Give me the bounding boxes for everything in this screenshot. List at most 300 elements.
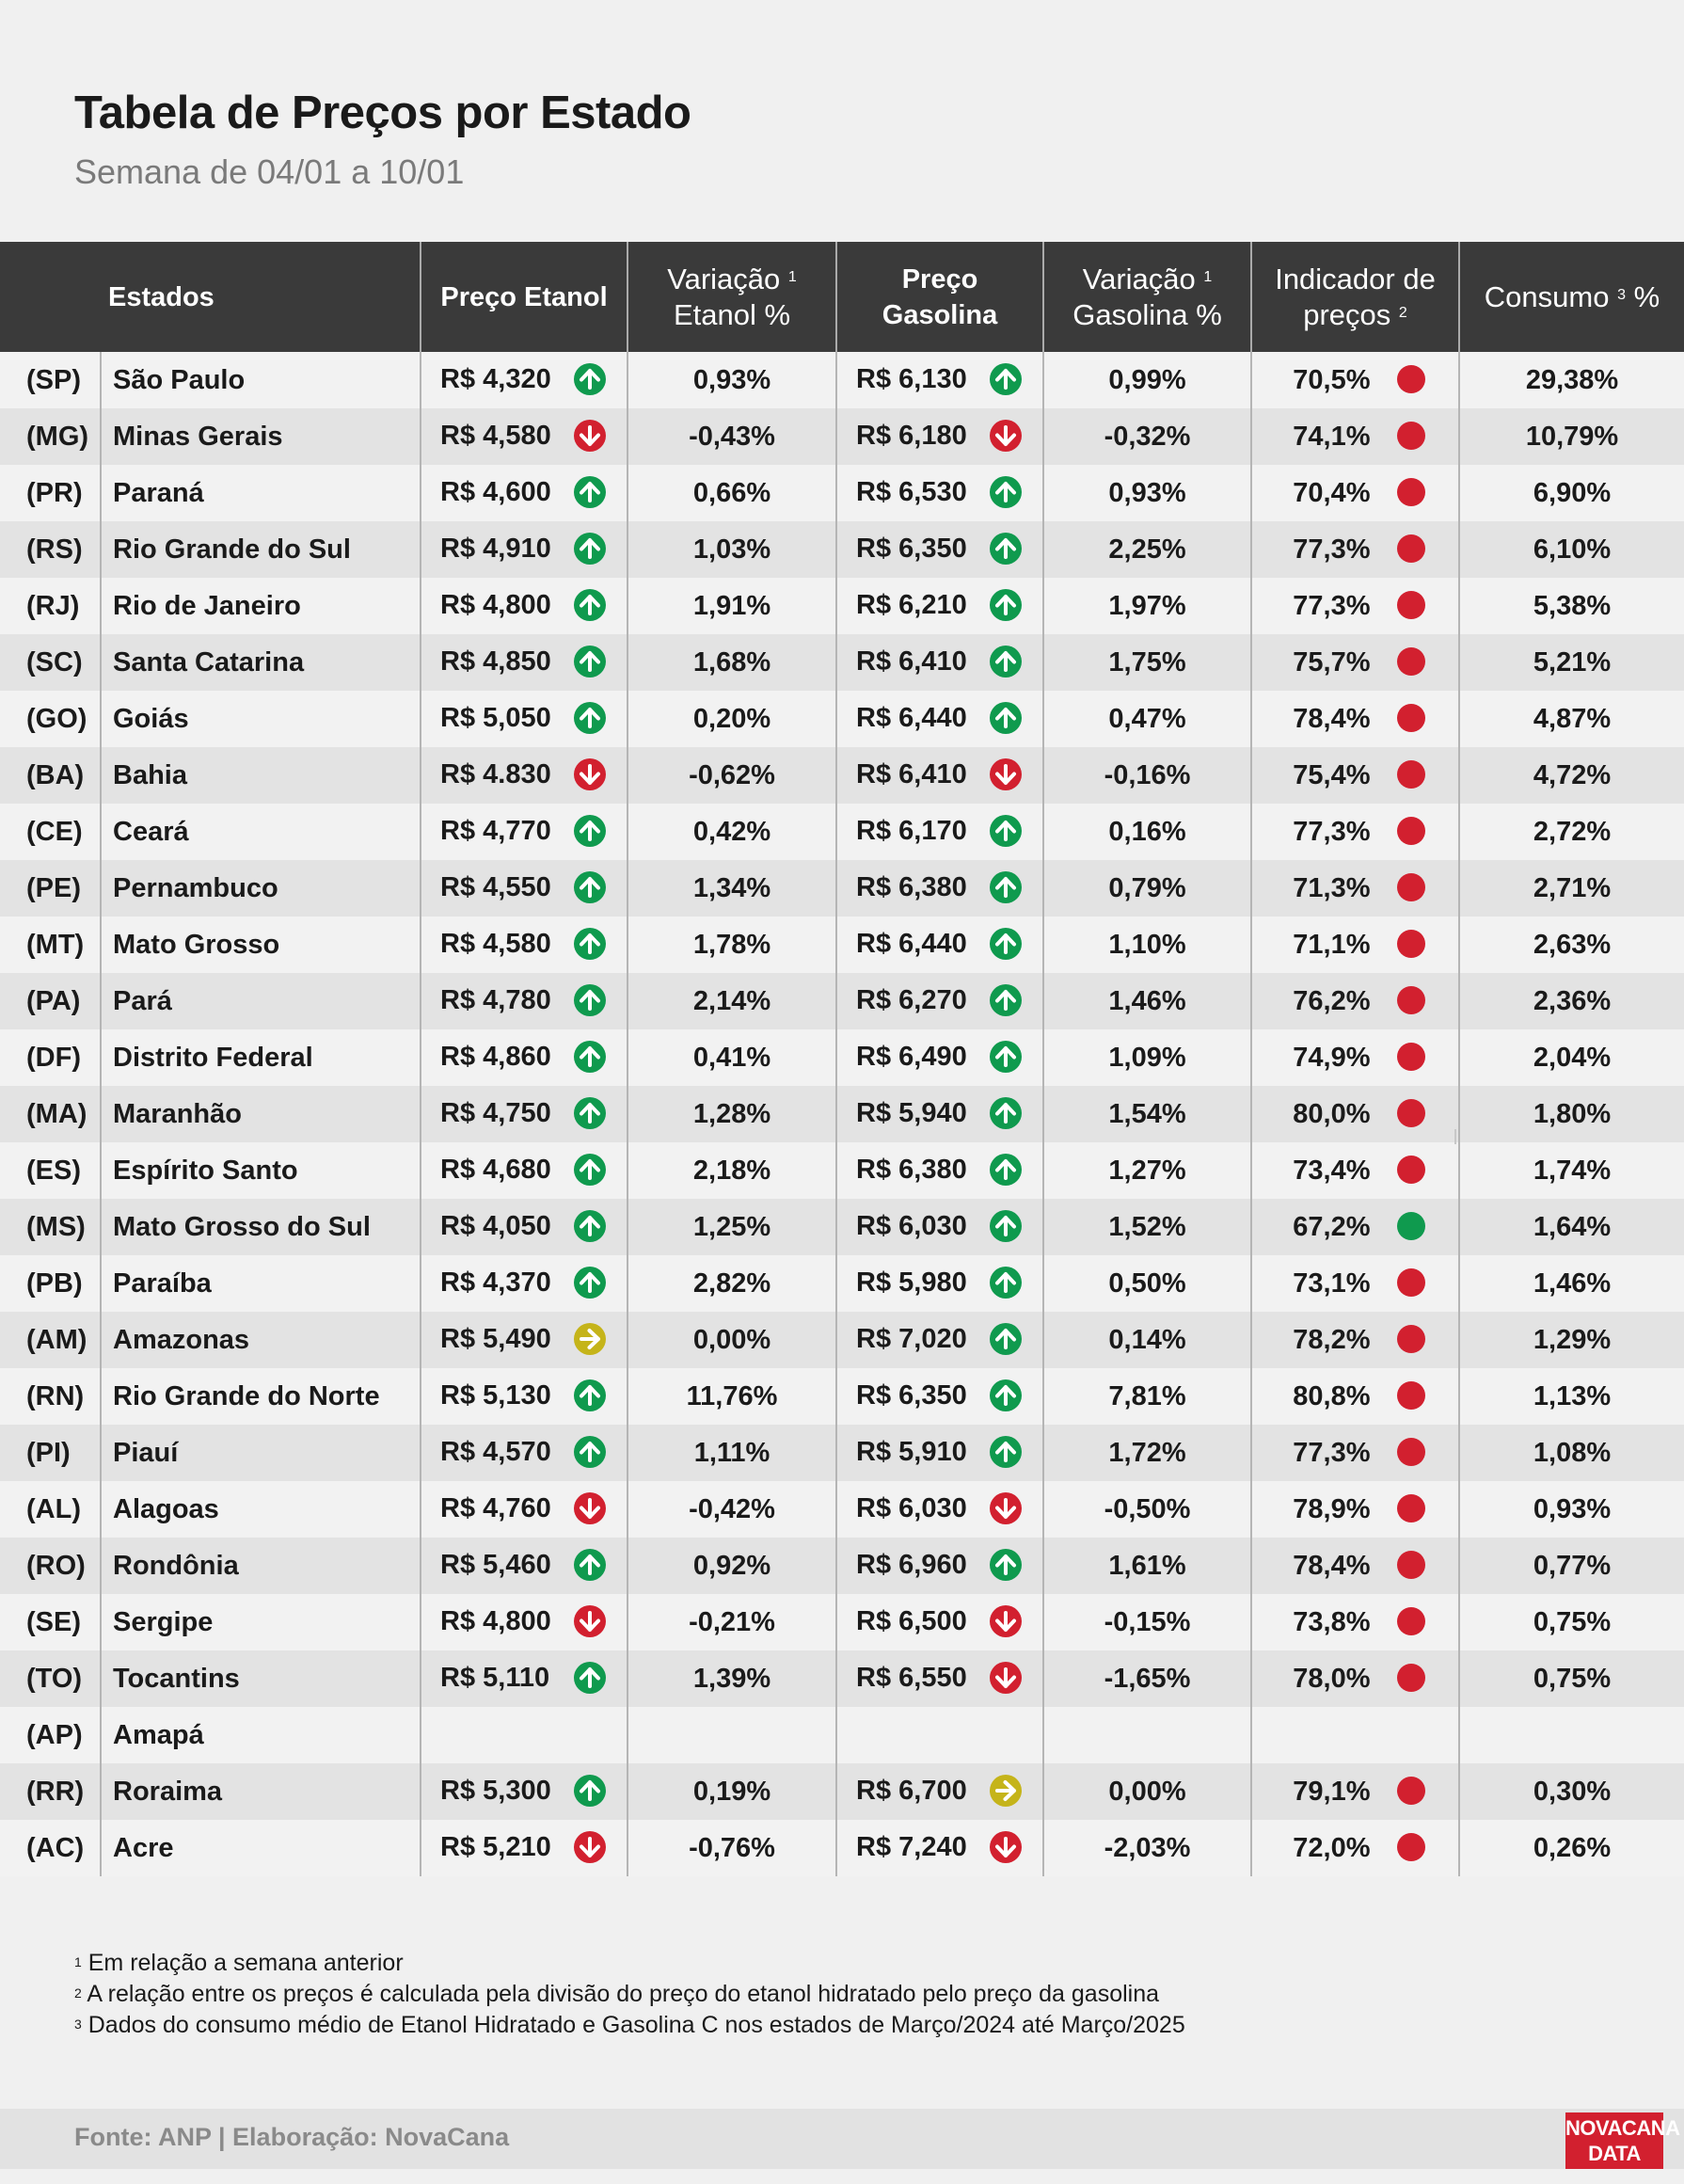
table-row	[0, 1029, 1684, 1086]
preco-gasolina-cell	[836, 1086, 1043, 1142]
indicator-dot-icon	[1397, 591, 1425, 619]
variacao-gasolina: 1,54%	[1043, 1086, 1251, 1142]
preco-etanol-cell	[421, 1650, 628, 1707]
variacao-gasolina: 0,93%	[1043, 465, 1251, 521]
indicador-cell	[1251, 860, 1459, 917]
preco-gasolina: R$ 6,530	[856, 476, 967, 507]
preco-etanol-cell	[421, 973, 628, 1029]
arrow-up-icon	[574, 533, 606, 565]
table-row	[0, 578, 1684, 634]
preco-etanol-cell	[421, 1763, 628, 1820]
indicator-dot-icon	[1397, 1099, 1425, 1127]
preco-etanol-cell	[421, 1199, 628, 1255]
table-row	[0, 860, 1684, 917]
preco-etanol: R$ 4,570	[440, 1436, 551, 1467]
arrow-up-icon	[574, 1436, 606, 1468]
indicador-cell	[1251, 1142, 1459, 1199]
indicator-dot-icon	[1397, 365, 1425, 393]
preco-etanol-cell	[421, 917, 628, 973]
arrow-up-icon	[574, 1097, 606, 1129]
indicador-cell	[1251, 352, 1459, 408]
state-abbr: (MA)	[0, 1086, 101, 1142]
table-row	[0, 1538, 1684, 1594]
indicator-dot-icon	[1397, 647, 1425, 676]
table-row	[0, 1650, 1684, 1707]
state-name: Pernambuco	[101, 860, 421, 917]
indicador-cell	[1251, 973, 1459, 1029]
consumo: 10,79%	[1525, 421, 1619, 452]
variacao-gasolina: -0,50%	[1043, 1481, 1251, 1538]
state-name: Pará	[101, 973, 421, 1029]
state-abbr: (ES)	[0, 1142, 101, 1199]
variacao-etanol: -0,43%	[628, 408, 836, 465]
state-name: Alagoas	[101, 1481, 421, 1538]
consumo: 1,08%	[1533, 1437, 1612, 1468]
preco-gasolina-cell	[836, 1594, 1043, 1650]
indicator-dot-icon	[1397, 1551, 1425, 1579]
preco-etanol: R$ 5,490	[440, 1323, 551, 1354]
arrow-down-icon	[990, 1492, 1022, 1524]
variacao-etanol: 2,18%	[628, 1142, 836, 1199]
variacao-gasolina	[1043, 1707, 1251, 1763]
variacao-gasolina: 1,27%	[1043, 1142, 1251, 1199]
indicador-cell	[1251, 1368, 1459, 1425]
state-name: Sergipe	[101, 1594, 421, 1650]
preco-gasolina: R$ 6,410	[856, 646, 967, 677]
state-name: Mato Grosso do Sul	[101, 1199, 421, 1255]
state-name: Rio Grande do Sul	[101, 521, 421, 578]
footnote: $^3$ Dados do consumo médio de Etanol Hidratado e Gasolina C nos estados de Março/2024 até Março/2025	[74, 2012, 1185, 2038]
state-name: Piauí	[101, 1425, 421, 1481]
source-credit: Fonte: ANP | Elaboração: NovaCana	[74, 2123, 510, 2151]
arrow-up-icon	[574, 702, 606, 734]
consumo: 2,04%	[1533, 1042, 1612, 1073]
indicador-cell	[1251, 747, 1459, 804]
preco-gasolina-cell	[836, 1538, 1043, 1594]
state-name: Ceará	[101, 804, 421, 860]
header-preco-etanol: Preço Etanol	[421, 242, 628, 352]
preco-etanol: R$ 4.830	[440, 758, 551, 789]
table-row	[0, 352, 1684, 408]
preco-gasolina-cell	[836, 973, 1043, 1029]
preco-etanol-cell	[421, 352, 628, 408]
state-abbr: (AM)	[0, 1312, 101, 1368]
preco-gasolina-cell	[836, 1650, 1043, 1707]
table-header-row	[0, 242, 1684, 352]
indicador-precos: 80,8%	[1293, 1380, 1371, 1411]
table-row	[0, 1763, 1684, 1820]
arrow-up-icon	[990, 1154, 1022, 1186]
table-row	[0, 1820, 1684, 1876]
indicator-dot-icon	[1397, 1043, 1425, 1071]
indicator-dot-icon	[1397, 1325, 1425, 1353]
table-row	[0, 1425, 1684, 1481]
arrow-right-icon	[574, 1323, 606, 1355]
preco-gasolina: R$ 7,020	[856, 1323, 967, 1354]
indicator-dot-icon	[1397, 478, 1425, 506]
variacao-etanol	[628, 1707, 836, 1763]
header-estados: Estados	[0, 242, 421, 352]
state-name: Espírito Santo	[101, 1142, 421, 1199]
variacao-gasolina: 1,10%	[1043, 917, 1251, 973]
arrow-down-icon	[990, 758, 1022, 790]
table-row	[0, 747, 1684, 804]
price-table	[0, 242, 1684, 1876]
variacao-etanol: 2,82%	[628, 1255, 836, 1312]
preco-gasolina: R$ 5,910	[856, 1436, 967, 1467]
preco-gasolina-cell	[836, 1199, 1043, 1255]
indicator-dot-icon	[1397, 1268, 1425, 1297]
variacao-etanol: 1,11%	[628, 1425, 836, 1481]
state-name: Tocantins	[101, 1650, 421, 1707]
preco-etanol: R$ 4,320	[440, 363, 551, 394]
state-name: Paraná	[101, 465, 421, 521]
preco-etanol: R$ 5,460	[440, 1549, 551, 1580]
state-abbr: (SC)	[0, 634, 101, 691]
indicador-precos: 79,1%	[1293, 1776, 1371, 1807]
preco-etanol: R$ 5,110	[440, 1662, 550, 1693]
preco-gasolina-cell	[836, 804, 1043, 860]
state-name: Paraíba	[101, 1255, 421, 1312]
variacao-etanol: 2,14%	[628, 973, 836, 1029]
preco-gasolina-cell	[836, 634, 1043, 691]
state-abbr: (AP)	[0, 1707, 101, 1763]
indicador-precos: 67,2%	[1293, 1211, 1371, 1242]
indicador-precos: 72,0%	[1293, 1832, 1371, 1863]
consumo: 2,63%	[1533, 929, 1612, 960]
indicador-precos: 80,0%	[1293, 1098, 1371, 1129]
preco-gasolina-cell	[836, 465, 1043, 521]
indicador-cell	[1251, 1425, 1459, 1481]
indicator-dot-icon	[1397, 930, 1425, 958]
variacao-gasolina: 0,99%	[1043, 352, 1251, 408]
preco-gasolina-cell	[836, 521, 1043, 578]
preco-gasolina-cell	[836, 1481, 1043, 1538]
indicator-dot-icon	[1397, 1833, 1425, 1861]
preco-gasolina: R$ 6,700	[856, 1775, 967, 1806]
arrow-right-icon	[990, 1775, 1022, 1807]
consumo: 5,21%	[1533, 646, 1612, 678]
indicador-cell	[1251, 408, 1459, 465]
indicador-precos: 75,4%	[1293, 759, 1371, 790]
preco-etanol-cell	[421, 1425, 628, 1481]
indicador-precos: 78,9%	[1293, 1493, 1371, 1524]
variacao-gasolina: 0,79%	[1043, 860, 1251, 917]
variacao-etanol: 0,20%	[628, 691, 836, 747]
preco-etanol-cell	[421, 1820, 628, 1876]
preco-gasolina: R$ 5,940	[856, 1097, 967, 1128]
state-name: Rio Grande do Norte	[101, 1368, 421, 1425]
consumo: 0,75%	[1533, 1606, 1612, 1637]
variacao-gasolina: 1,46%	[1043, 973, 1251, 1029]
consumo: 1,29%	[1533, 1324, 1612, 1355]
indicador-cell	[1251, 465, 1459, 521]
preco-etanol: R$ 5,050	[440, 702, 551, 733]
preco-gasolina: R$ 6,500	[856, 1605, 967, 1636]
indicador-precos: 78,0%	[1293, 1663, 1371, 1694]
preco-etanol-cell	[421, 634, 628, 691]
indicator-dot-icon	[1397, 1438, 1425, 1466]
consumo: 5,38%	[1533, 590, 1612, 621]
variacao-etanol: 0,41%	[628, 1029, 836, 1086]
preco-etanol-cell	[421, 747, 628, 804]
consumo	[1459, 1707, 1684, 1763]
consumo: 4,72%	[1533, 759, 1612, 790]
variacao-gasolina: 0,47%	[1043, 691, 1251, 747]
arrow-up-icon	[574, 1041, 606, 1073]
arrow-up-icon	[574, 1267, 606, 1299]
preco-gasolina: R$ 6,030	[856, 1210, 967, 1241]
preco-etanol: R$ 4,770	[440, 815, 551, 846]
header-indicador: Indicador de preços $^2$	[1251, 242, 1459, 352]
table-row	[0, 804, 1684, 860]
variacao-etanol: 0,42%	[628, 804, 836, 860]
header-variacao-etanol: Variação $^1$ Etanol %	[628, 242, 836, 352]
preco-etanol-cell	[421, 804, 628, 860]
arrow-up-icon	[990, 1379, 1022, 1411]
state-name: Acre	[101, 1820, 421, 1876]
arrow-up-icon	[990, 1210, 1022, 1242]
arrow-up-icon	[990, 984, 1022, 1016]
indicador-cell	[1251, 1199, 1459, 1255]
preco-gasolina-cell	[836, 1707, 1043, 1763]
variacao-etanol: 0,19%	[628, 1763, 836, 1820]
preco-gasolina: R$ 6,210	[856, 589, 967, 620]
indicador-cell	[1251, 1029, 1459, 1086]
variacao-etanol: -0,21%	[628, 1594, 836, 1650]
indicador-precos: 75,7%	[1293, 646, 1371, 678]
preco-etanol: R$ 4,800	[440, 1605, 551, 1636]
preco-gasolina-cell	[836, 352, 1043, 408]
state-name: São Paulo	[101, 352, 421, 408]
table-row	[0, 1707, 1684, 1763]
variacao-etanol: 1,25%	[628, 1199, 836, 1255]
indicador-precos: 77,3%	[1293, 1437, 1371, 1468]
consumo: 6,90%	[1533, 477, 1612, 508]
indicator-dot-icon	[1397, 873, 1425, 901]
preco-gasolina: R$ 7,240	[856, 1831, 967, 1862]
state-abbr: (BA)	[0, 747, 101, 804]
preco-gasolina: R$ 6,180	[856, 420, 967, 451]
preco-etanol-cell	[421, 1707, 628, 1763]
arrow-up-icon	[990, 363, 1022, 395]
indicador-precos: 73,8%	[1293, 1606, 1371, 1637]
indicator-dot-icon	[1397, 1156, 1425, 1184]
state-abbr: (AL)	[0, 1481, 101, 1538]
arrow-up-icon	[990, 815, 1022, 847]
indicador-precos: 73,4%	[1293, 1155, 1371, 1186]
indicator-dot-icon	[1397, 1381, 1425, 1410]
footnote: $^1$ Em relação a semana anterior	[74, 1950, 404, 1976]
preco-etanol-cell	[421, 1368, 628, 1425]
indicador-cell	[1251, 578, 1459, 634]
table-row	[0, 1255, 1684, 1312]
variacao-gasolina: 1,09%	[1043, 1029, 1251, 1086]
indicator-dot-icon	[1397, 1494, 1425, 1522]
variacao-gasolina: 1,97%	[1043, 578, 1251, 634]
preco-etanol: R$ 4,800	[440, 589, 551, 620]
consumo: 6,10%	[1533, 534, 1612, 565]
arrow-up-icon	[574, 589, 606, 621]
indicator-dot-icon	[1397, 534, 1425, 563]
state-abbr: (RJ)	[0, 578, 101, 634]
variacao-gasolina: 2,25%	[1043, 521, 1251, 578]
consumo: 2,36%	[1533, 985, 1612, 1016]
variacao-gasolina: 7,81%	[1043, 1368, 1251, 1425]
table-row	[0, 1481, 1684, 1538]
arrow-up-icon	[990, 1436, 1022, 1468]
preco-gasolina: R$ 6,350	[856, 1379, 967, 1411]
preco-etanol: R$ 4,850	[440, 646, 551, 677]
preco-gasolina: R$ 6,350	[856, 533, 967, 564]
preco-etanol: R$ 4,780	[440, 984, 551, 1015]
indicador-cell	[1251, 691, 1459, 747]
preco-etanol: R$ 4,550	[440, 871, 551, 902]
indicador-cell	[1251, 634, 1459, 691]
preco-gasolina-cell	[836, 1312, 1043, 1368]
indicador-precos: 74,1%	[1293, 421, 1371, 452]
preco-etanol-cell	[421, 1255, 628, 1312]
consumo: 1,46%	[1533, 1267, 1612, 1299]
indicador-cell	[1251, 1763, 1459, 1820]
indicador-precos: 78,4%	[1293, 1550, 1371, 1581]
preco-gasolina-cell	[836, 747, 1043, 804]
arrow-down-icon	[990, 1662, 1022, 1694]
preco-gasolina-cell	[836, 1142, 1043, 1199]
indicador-precos: 77,3%	[1293, 590, 1371, 621]
consumo: 1,80%	[1533, 1098, 1612, 1129]
arrow-up-icon	[574, 1379, 606, 1411]
consumo: 1,13%	[1533, 1380, 1612, 1411]
preco-etanol: R$ 4,370	[440, 1267, 551, 1298]
consumo: 4,87%	[1533, 703, 1612, 734]
variacao-gasolina: 1,72%	[1043, 1425, 1251, 1481]
state-name: Roraima	[101, 1763, 421, 1820]
state-abbr: (MT)	[0, 917, 101, 973]
state-abbr: (MS)	[0, 1199, 101, 1255]
consumo: 1,64%	[1533, 1211, 1612, 1242]
variacao-gasolina: -1,65%	[1043, 1650, 1251, 1707]
arrow-up-icon	[574, 1154, 606, 1186]
variacao-etanol: 1,34%	[628, 860, 836, 917]
indicador-cell	[1251, 1312, 1459, 1368]
arrow-up-icon	[990, 702, 1022, 734]
arrow-up-icon	[990, 646, 1022, 678]
preco-gasolina: R$ 6,440	[856, 928, 967, 959]
arrow-up-icon	[574, 1775, 606, 1807]
arrow-down-icon	[574, 1605, 606, 1637]
arrow-up-icon	[990, 1323, 1022, 1355]
variacao-etanol: 0,92%	[628, 1538, 836, 1594]
state-name: Minas Gerais	[101, 408, 421, 465]
header-variacao-gasolina: Variação $^1$ Gasolina %	[1043, 242, 1251, 352]
preco-gasolina: R$ 5,980	[856, 1267, 967, 1298]
table-row	[0, 521, 1684, 578]
footnote: $^2$ A relação entre os preços é calculada pela divisão do preço do etanol hidratado pelo preço da gasolina	[74, 1981, 1160, 2007]
preco-gasolina: R$ 6,410	[856, 758, 967, 789]
preco-etanol-cell	[421, 1312, 628, 1368]
variacao-etanol: 1,28%	[628, 1086, 836, 1142]
variacao-gasolina: 0,00%	[1043, 1763, 1251, 1820]
state-abbr: (TO)	[0, 1650, 101, 1707]
state-abbr: (PB)	[0, 1255, 101, 1312]
indicador-cell	[1251, 1650, 1459, 1707]
arrow-up-icon	[574, 1549, 606, 1581]
preco-etanol-cell	[421, 521, 628, 578]
consumo: 0,30%	[1533, 1776, 1612, 1807]
indicator-dot-icon	[1397, 760, 1425, 789]
preco-gasolina: R$ 6,960	[856, 1549, 967, 1580]
indicator-dot-icon	[1397, 1664, 1425, 1692]
state-name: Rio de Janeiro	[101, 578, 421, 634]
arrow-up-icon	[574, 815, 606, 847]
preco-gasolina: R$ 6,490	[856, 1041, 967, 1072]
preco-etanol-cell	[421, 1142, 628, 1199]
state-abbr: (MG)	[0, 408, 101, 465]
preco-gasolina-cell	[836, 860, 1043, 917]
state-name: Distrito Federal	[101, 1029, 421, 1086]
state-abbr: (PR)	[0, 465, 101, 521]
indicator-dot-icon	[1397, 1212, 1425, 1240]
state-abbr: (SE)	[0, 1594, 101, 1650]
indicador-cell	[1251, 1594, 1459, 1650]
state-abbr: (PI)	[0, 1425, 101, 1481]
preco-gasolina: R$ 6,380	[856, 1154, 967, 1185]
preco-etanol: R$ 5,300	[440, 1775, 551, 1806]
preco-gasolina-cell	[836, 578, 1043, 634]
indicador-precos: 70,4%	[1293, 477, 1371, 508]
preco-etanol-cell	[421, 691, 628, 747]
preco-etanol: R$ 4,760	[440, 1492, 551, 1523]
variacao-etanol: -0,42%	[628, 1481, 836, 1538]
page-subtitle: Semana de 04/01 a 10/01	[74, 152, 465, 191]
preco-gasolina-cell	[836, 917, 1043, 973]
arrow-up-icon	[574, 871, 606, 903]
state-abbr: (GO)	[0, 691, 101, 747]
indicador-cell	[1251, 1538, 1459, 1594]
indicador-cell	[1251, 1086, 1459, 1142]
preco-etanol-cell	[421, 860, 628, 917]
indicador-precos: 71,1%	[1293, 929, 1371, 960]
variacao-gasolina: -2,03%	[1043, 1820, 1251, 1876]
preco-etanol-cell	[421, 1086, 628, 1142]
preco-etanol-cell	[421, 408, 628, 465]
state-name: Amazonas	[101, 1312, 421, 1368]
preco-etanol: R$ 4,600	[440, 476, 551, 507]
indicador-precos: 71,3%	[1293, 872, 1371, 903]
preco-gasolina: R$ 6,380	[856, 871, 967, 902]
state-name: Santa Catarina	[101, 634, 421, 691]
indicator-dot-icon	[1397, 1777, 1425, 1805]
state-abbr: (CE)	[0, 804, 101, 860]
consumo: 0,77%	[1533, 1550, 1612, 1581]
preco-gasolina: R$ 6,550	[856, 1662, 967, 1693]
preco-gasolina-cell	[836, 1763, 1043, 1820]
preco-etanol-cell	[421, 1481, 628, 1538]
table-row	[0, 691, 1684, 747]
arrow-up-icon	[990, 871, 1022, 903]
table-row	[0, 917, 1684, 973]
arrow-up-icon	[990, 1097, 1022, 1129]
state-name: Goiás	[101, 691, 421, 747]
preco-gasolina-cell	[836, 1820, 1043, 1876]
variacao-gasolina: 0,50%	[1043, 1255, 1251, 1312]
preco-etanol: R$ 5,210	[440, 1831, 551, 1862]
variacao-gasolina: 1,61%	[1043, 1538, 1251, 1594]
indicator-dot-icon	[1397, 817, 1425, 845]
indicador-precos: 77,3%	[1293, 816, 1371, 847]
preco-etanol: R$ 5,130	[440, 1379, 551, 1411]
